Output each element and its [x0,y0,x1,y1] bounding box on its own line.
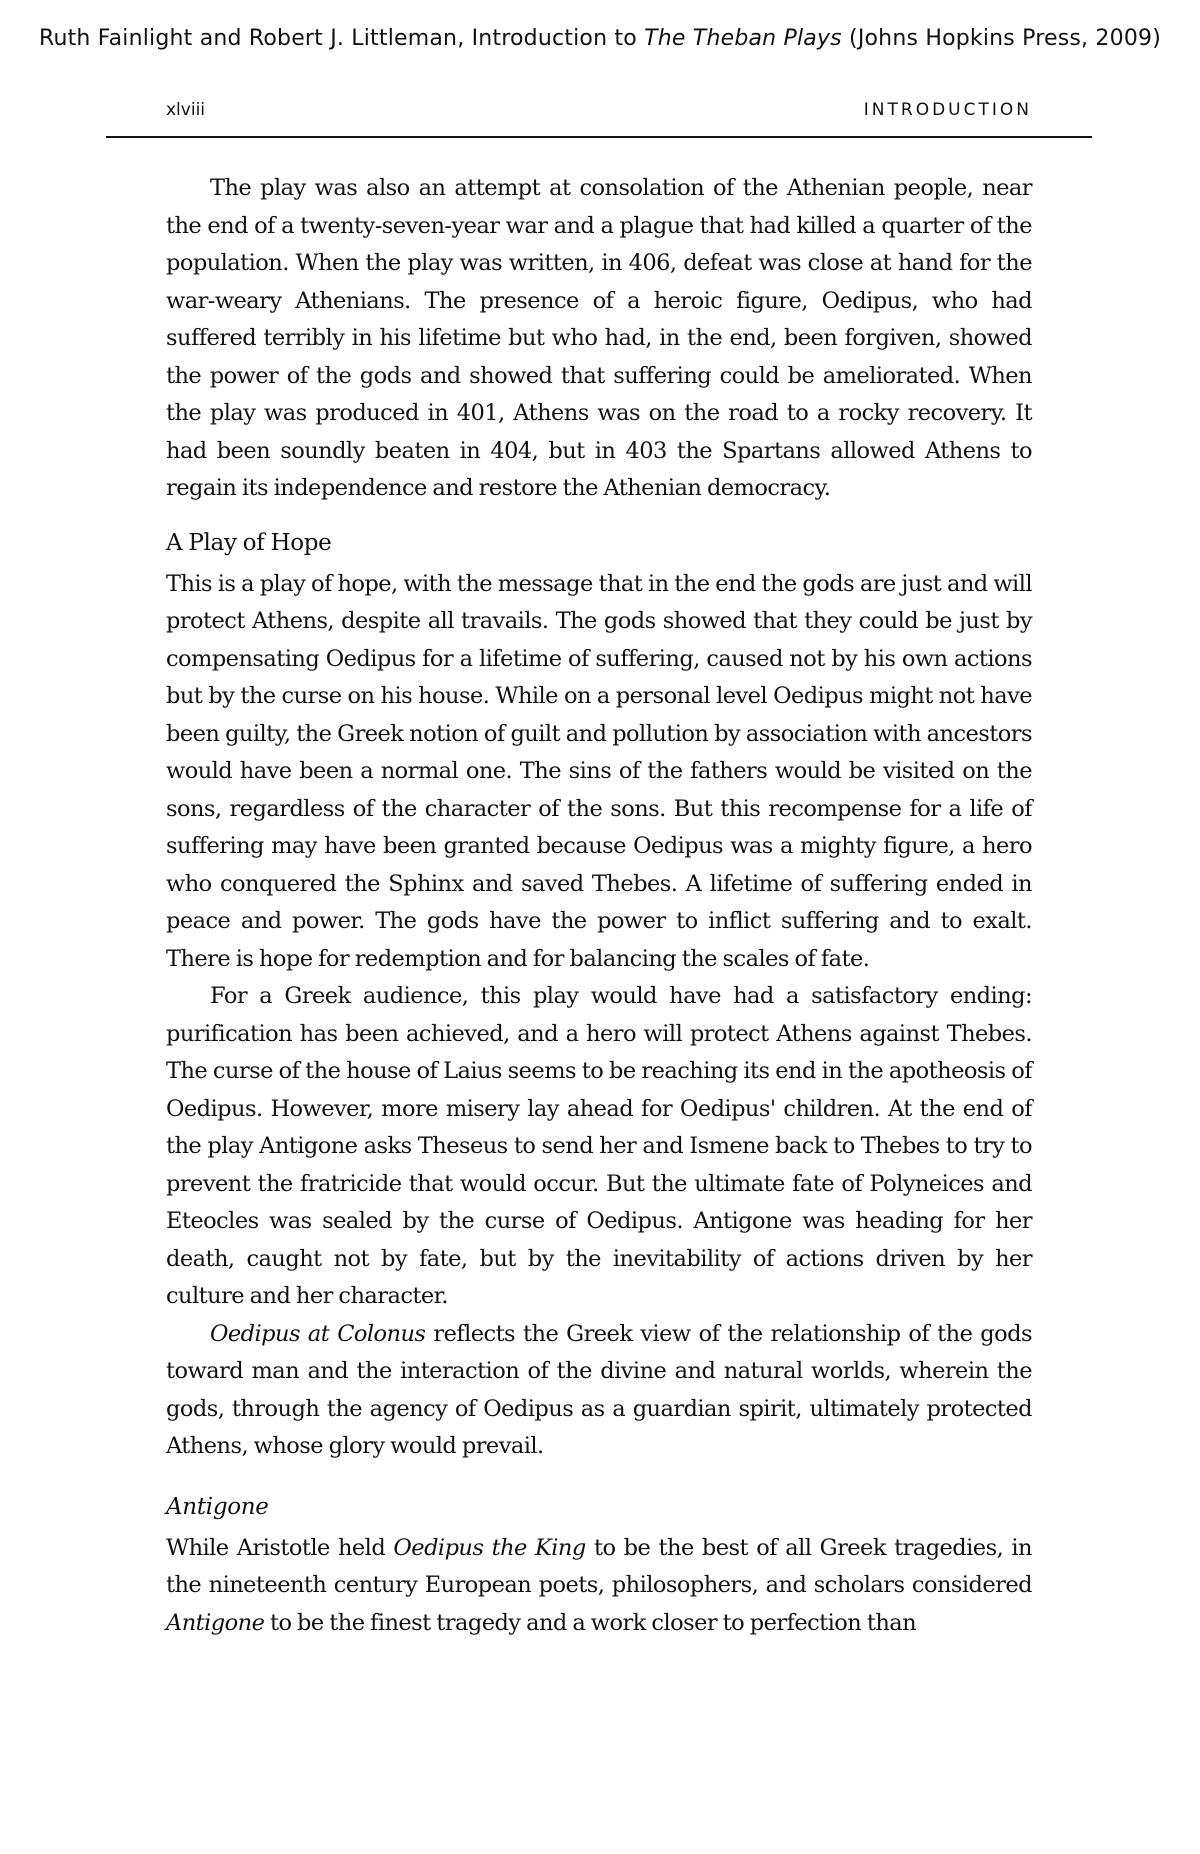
citation-publisher: (Johns Hopkins Press, 2009) [841,26,1162,51]
paragraph-antigone-pre: While Aristotle held [166,1534,394,1561]
italic-title-antigone: Antigone [166,1609,265,1636]
page-body [166,170,1032,1642]
paragraph-antigone-mid: to be the best of all Greek tragedies, in the nineteenth century European poets, philosophers, and scholars considered [166,1534,1032,1598]
paragraph-play-of-hope: This is a play of hope, with the message that in the end the gods are just and will protect Athens, despite all travails. The gods showed that they could be just by compensating Oedipus for a lifetime of suffering, caused not by his own actions but by the curse on his house. While on a personal level Oedipus might not have been guilty, the Greek notion of guilt and pollution by association with ancestors would have been a normal one. The sins of the fathers would be visited on the sons, regardless of the character of the sons. But this recompense for a life of suffering may have been granted because Oedipus was a mighty figure, a hero who conquered the Sphinx and saved Thebes. A lifetime of suffering ended in peace and power. The gods have the power to inflict suffering and to exalt. There is hope for redemption and for balancing the scales of fate. [166,570,1032,972]
paragraph-consolation: The play was also an attempt at consolation of the Athenian people, near the end of a twenty-seven-year war and a plague that had killed a quarter of the population. When the play was written, in 406, defeat was close at hand for the war-weary Athenians. The presence of a heroic figure, Oedipus, who had suffered terribly in his lifetime but who had, in the end, been forgiven, showed the power of the gods and showed that suffering could be ameliorated. When the play was produced in 401, Athens was on the road to a rocky recovery. It had been soundly beaten in 404, but in 403 the Spartans allowed Athens to regain its independence and restore the Athenian democracy. [166,175,1032,501]
section-heading-play-of-hope: A Play of Hope [166,529,332,556]
paragraph-antigone [166,1530,1032,1643]
italic-title-oedipus-the-king: Oedipus the King [393,1534,586,1561]
paragraph-antigone-post: to be the finest tragedy and a work closer to perfection than [264,1609,917,1636]
paragraph-colonus-text: reflects the Greek view of the relationship of the gods toward man and the interaction of the divine and natural worlds, wherein the gods, through the agency of Oedipus as a guardian spirit, ultimately protected Athens, whose glory would prevail. [166,1320,1032,1459]
citation-authors: Ruth Fainlight and Robert J. Littleman, Introduction to [38,26,645,51]
running-head [106,100,1092,138]
citation-header [0,26,1200,51]
page-number: xlviii [166,100,206,120]
section-heading-antigone: Antigone [166,1493,269,1520]
citation-book-title: The Theban Plays [644,26,842,51]
italic-title-oedipus-at-colonus: Oedipus at Colonus [210,1320,426,1347]
paragraph-greek-audience: For a Greek audience, this play would have had a satisfactory ending: purification has been achieved, and a hero will protect Athens against Thebes. The curse of the house of Laius seems to be reaching its end in the apotheosis of Oedipus. However, more misery lay ahead for Oedipus' children. At the end of the play Antigone asks Theseus to send her and Ismene back to Thebes to try to prevent the fratricide that would occur. But the ultimate fate of Polyneices and Eteocles was sealed by the curse of Oedipus. Antigone was heading for her death, caught not by fate, but by the inevitability of actions driven by her culture and her character. [166,983,1032,1309]
running-title: INTRODUCTION [863,100,1032,120]
paragraph-colonus-view [166,1316,1032,1466]
